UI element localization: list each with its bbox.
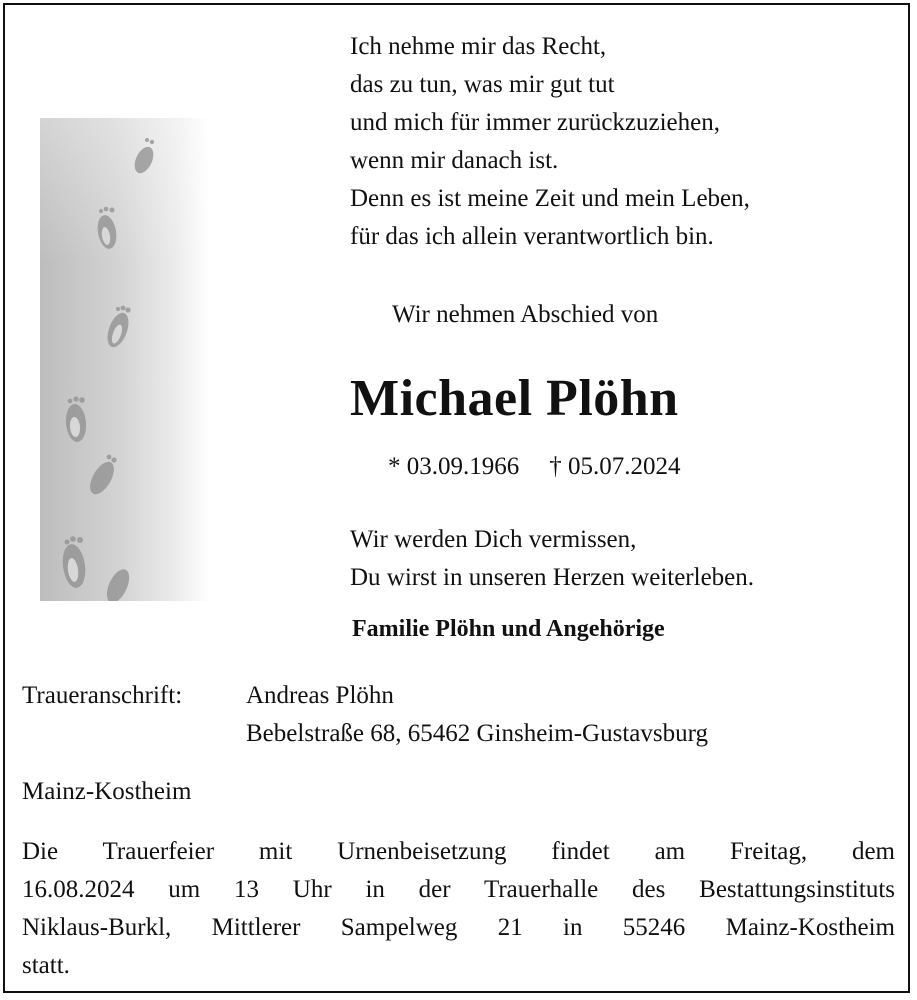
poem-line: und mich für immer zurückzuziehen, (350, 109, 720, 136)
poem (350, 28, 750, 256)
poem-line: wenn mir danach ist. (350, 147, 559, 174)
poem-line: Denn es ist meine Zeit und mein Leben, (350, 185, 750, 212)
poem-line: das zu tun, was mir gut tut (350, 71, 615, 98)
footprints-in-sand-icon (40, 118, 210, 601)
remembrance-line: Wir werden Dich vermissen, (350, 526, 637, 553)
birth-date: * 03.09.1966 (388, 453, 520, 480)
poem-line: für das ich allein verantwortlich bin. (350, 223, 714, 250)
farewell-line: Wir nehmen Abschied von (392, 301, 659, 328)
poem-line: Ich nehme mir das Recht, (350, 33, 607, 60)
address-name: Andreas Plöhn (246, 682, 394, 709)
life-dates (388, 448, 681, 486)
remembrance-text (350, 521, 754, 597)
death-date: † 05.07.2024 (549, 453, 681, 480)
place-name: Mainz-Kostheim (22, 778, 192, 805)
address-label: Traueranschrift: (22, 682, 183, 709)
address-street: Bebelstraße 68, 65462 Ginsheim-Gustavsburg (246, 720, 708, 747)
deceased-name: Michael Plöhn (350, 370, 679, 427)
ceremony-line: 16.08.2024 um 13 Uhr in der Trauerhalle des Bestattungsinstituts (22, 876, 895, 903)
family-signature: Familie Plöhn und Angehörige (352, 616, 665, 642)
ceremony-notice (22, 833, 895, 985)
mourning-address (22, 677, 708, 753)
ceremony-line: Die Trauerfeier mit Urnenbeisetzung findet am Freitag, dem (22, 838, 895, 865)
ceremony-line: Niklaus-Burkl, Mittlerer Sampelweg 21 in 55246 Mainz-Kostheim (22, 914, 895, 941)
ceremony-line: statt. (22, 952, 70, 979)
footprints-photo (40, 118, 210, 601)
remembrance-line: Du wirst in unseren Herzen weiterleben. (350, 564, 755, 591)
